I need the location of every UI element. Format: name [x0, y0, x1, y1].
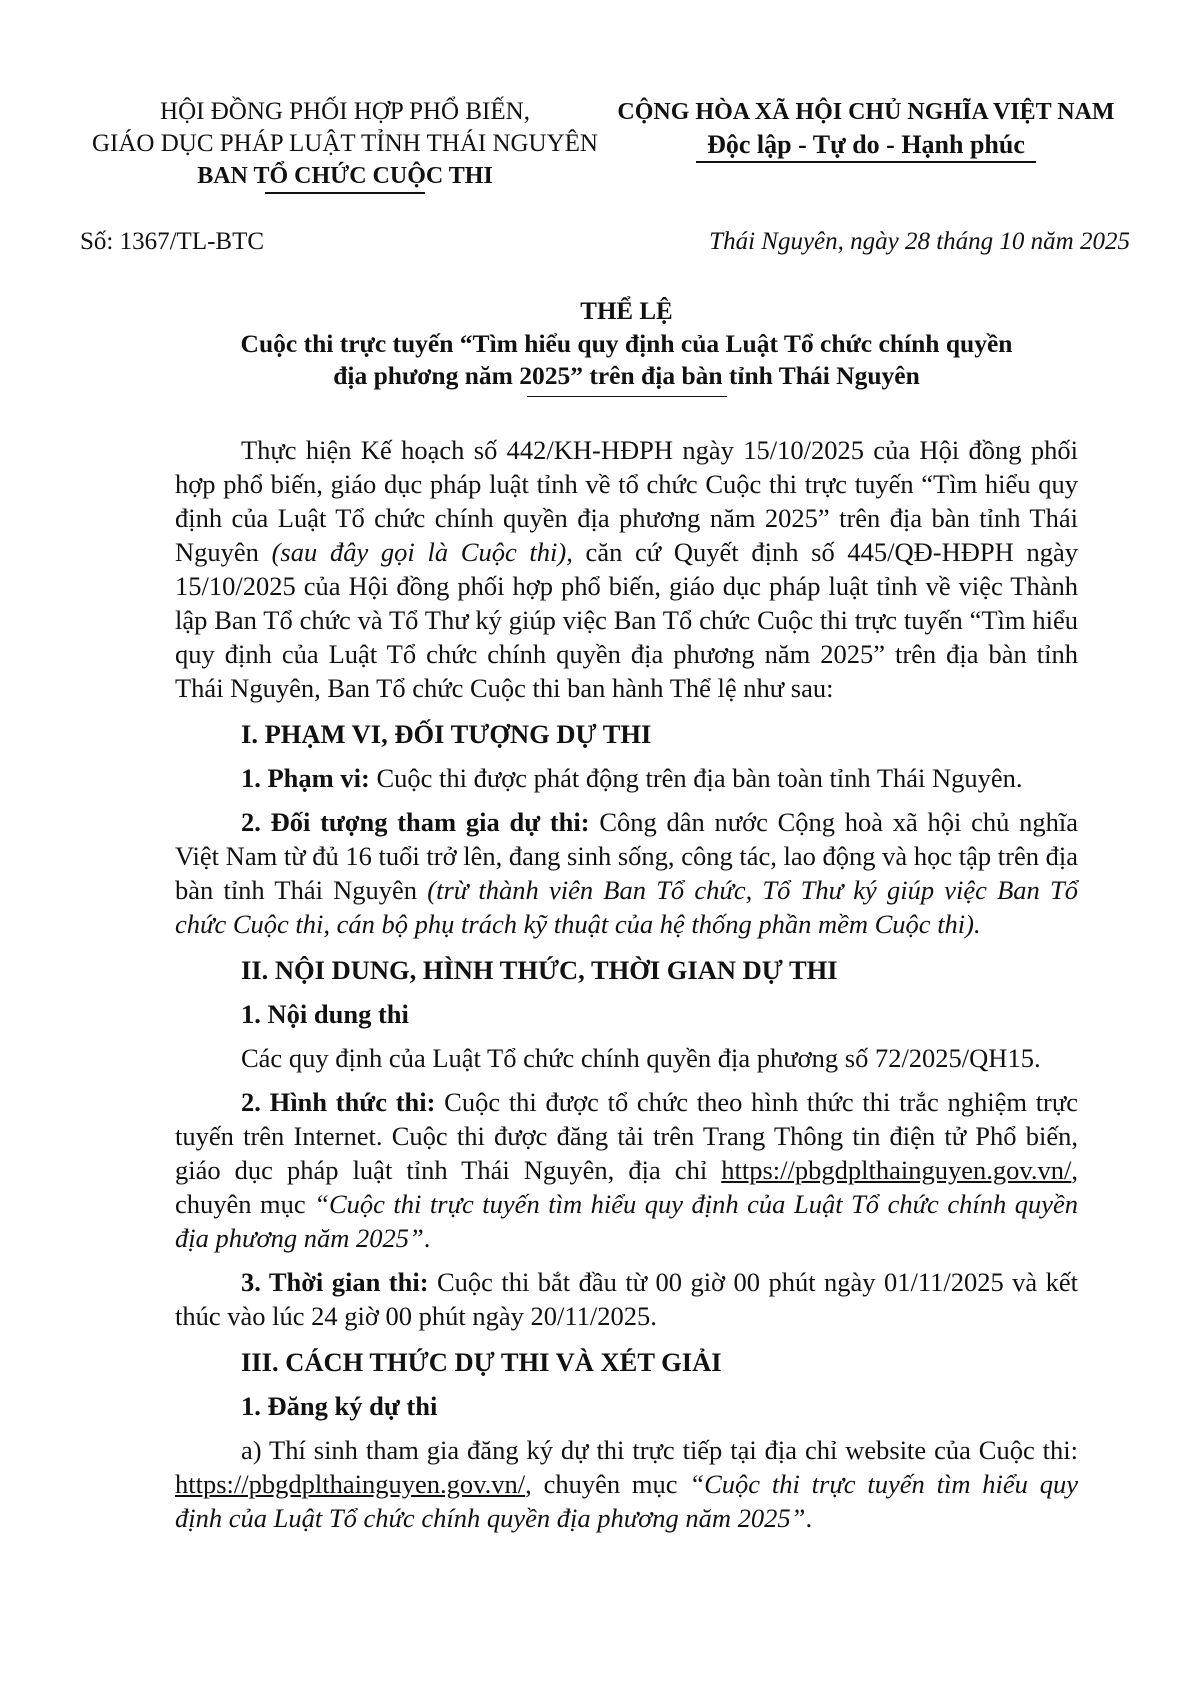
item-text-2: , chuyên mục [525, 1469, 690, 1499]
section-2-subheading-1: 1. Nội dung thi [241, 999, 409, 1029]
document-title-block [135, 296, 1118, 398]
national-motto: Độc lập - Tự do - Hạnh phúc [707, 130, 1025, 159]
section-3-item-a [175, 1433, 1078, 1535]
issuing-authority [85, 96, 605, 194]
item-label: 1. Phạm vi: [241, 763, 370, 793]
section-2-heading: II. NỘI DUNG, HÌNH THỨC, THỜI GIAN DỰ THI [241, 955, 838, 985]
item-text-italic: “Cuộc thi trực tuyến tìm hiểu quy định của Luật Tổ chức chính quyền địa phương năm 2025” [175, 1469, 1078, 1533]
motto-underline [696, 161, 1036, 163]
item-text-end: . [805, 1503, 813, 1533]
section-3-heading: III. CÁCH THỨC DỰ THI VÀ XÉT GIẢI [241, 1347, 722, 1377]
national-title: CỘNG HÒA XÃ HỘI CHỦ NGHĨA VIỆT NAM [617, 99, 1115, 125]
section-2-content-text: Các quy định của Luật Tổ chức chính quyền địa phương số 72/2025/QH15. [241, 1043, 1041, 1073]
item-text-italic: “Cuộc thi trực tuyến tìm hiểu quy định của Luật Tổ chức chính quyền địa phương năm 2025” [175, 1189, 1079, 1253]
document-type: THỂ LỆ [580, 297, 673, 325]
reference-row [80, 228, 1130, 256]
document-body [175, 433, 1078, 1535]
title-underline [527, 396, 727, 398]
item-text-italic: (trừ thành viên Ban Tổ chức, Tổ Thư ký giúp việc Ban Tổ chức Cuộc thi, cán bộ phụ trách kỹ thuật của hệ thống phần mềm Cuộc thi). [175, 875, 1078, 939]
section-3-subheading-1: 1. Đăng ký dự thi [241, 1391, 438, 1421]
place-and-date: Thái Nguyên, ngày 28 tháng 10 năm 2025 [709, 227, 1130, 255]
item-text: Công dân nước Cộng hoà xã hội chủ nghĩa Việt Nam từ đủ 16 tuổi trở lên, đang sinh sống, công tác, lao động và học tập trên địa bàn tỉnh Thái Nguyên [175, 807, 1079, 905]
section-2-item-2 [175, 1085, 1078, 1255]
authority-underline [265, 192, 425, 194]
item-text-2: , chuyên mục [175, 1155, 1078, 1219]
item-text: Cuộc thi được phát động trên địa bàn toàn tỉnh Thái Nguyên. [369, 763, 1023, 793]
authority-line-2: GIÁO DỤC PHÁP LUẬT TỈNH THÁI NGUYÊN [91, 130, 598, 157]
document-title-line-2: địa phương năm 2025” trên địa bàn tỉnh Thái Nguyên [333, 360, 920, 390]
intro-text-b: căn cứ Quyết định số 445/QĐ-HĐPH ngày 15/10/2025 của Hội đồng phối hợp phổ biến, giáo dục pháp luật tỉnh về việc Thành lập Ban Tổ chức và Tổ Thư ký giúp việc Ban Tổ chức Cuộc thi trực tuyến “Tìm hiểu quy định của Luật Tổ chức chính quyền địa phương năm 2025” trên địa bàn tỉnh Thái Nguyên, Ban Tổ chức Cuộc thi ban hành Thể lệ như sau: [175, 537, 1078, 703]
section-1-item-2 [175, 805, 1078, 941]
section-1-heading: I. PHẠM VI, ĐỐI TƯỢNG DỰ THI [241, 719, 652, 749]
national-title-block [606, 96, 1126, 163]
document-title-line-1: Cuộc thi trực tuyến “Tìm hiểu quy định của Luật Tổ chức chính quyền [240, 328, 1013, 358]
item-text: a) Thí sinh tham gia đăng ký dự thi trực tiếp tại địa chỉ website của Cuộc thi: [241, 1435, 1078, 1465]
website-link[interactable]: https://pbgdplthainguyen.gov.vn/ [175, 1469, 526, 1499]
item-text-end: . [423, 1223, 431, 1253]
document-header [85, 96, 1126, 194]
section-1-item-1 [175, 761, 1078, 795]
section-2-item-3 [175, 1265, 1078, 1333]
item-label: 3. Thời gian thi: [241, 1267, 429, 1297]
website-link[interactable]: https://pbgdplthainguyen.gov.vn/ [721, 1155, 1072, 1185]
document-number: Số: 1367/TL-BTC [80, 227, 265, 255]
intro-paragraph [175, 433, 1078, 705]
item-label: 2. Đối tượng tham gia dự thi: [241, 807, 590, 837]
item-label: 2. Hình thức thi: [241, 1087, 436, 1117]
intro-text-italic: (sau đây gọi là Cuộc thi), [271, 537, 573, 567]
item-text: Cuộc thi được tổ chức theo hình thức thi trắc nghiệm trực tuyến trên Internet. Cuộc thi được đăng tải trên Trang Thông tin điện tử Phổ biến, giáo dục pháp luật tỉnh Thái Nguyên, địa chỉ [175, 1087, 1079, 1185]
authority-line-3: BAN TỔ CHỨC CUỘC THI [197, 163, 493, 189]
authority-line-1: HỘI ĐỒNG PHỐI HỢP PHỔ BIẾN, [160, 98, 530, 125]
item-text: Cuộc thi bắt đầu từ 00 giờ 00 phút ngày 01/11/2025 và kết thúc vào lúc 24 giờ 00 phút ngày 20/11/2025. [175, 1267, 1079, 1331]
intro-text-a: Thực hiện Kế hoạch số 442/KH-HĐPH ngày 15/10/2025 của Hội đồng phối hợp phổ biến, giáo dục pháp luật tỉnh về tổ chức Cuộc thi trực tuyến “Tìm hiểu quy định của Luật Tổ chức chính quyền địa phương năm 2025” trên địa bàn tỉnh Thái Nguyên [175, 435, 1078, 567]
